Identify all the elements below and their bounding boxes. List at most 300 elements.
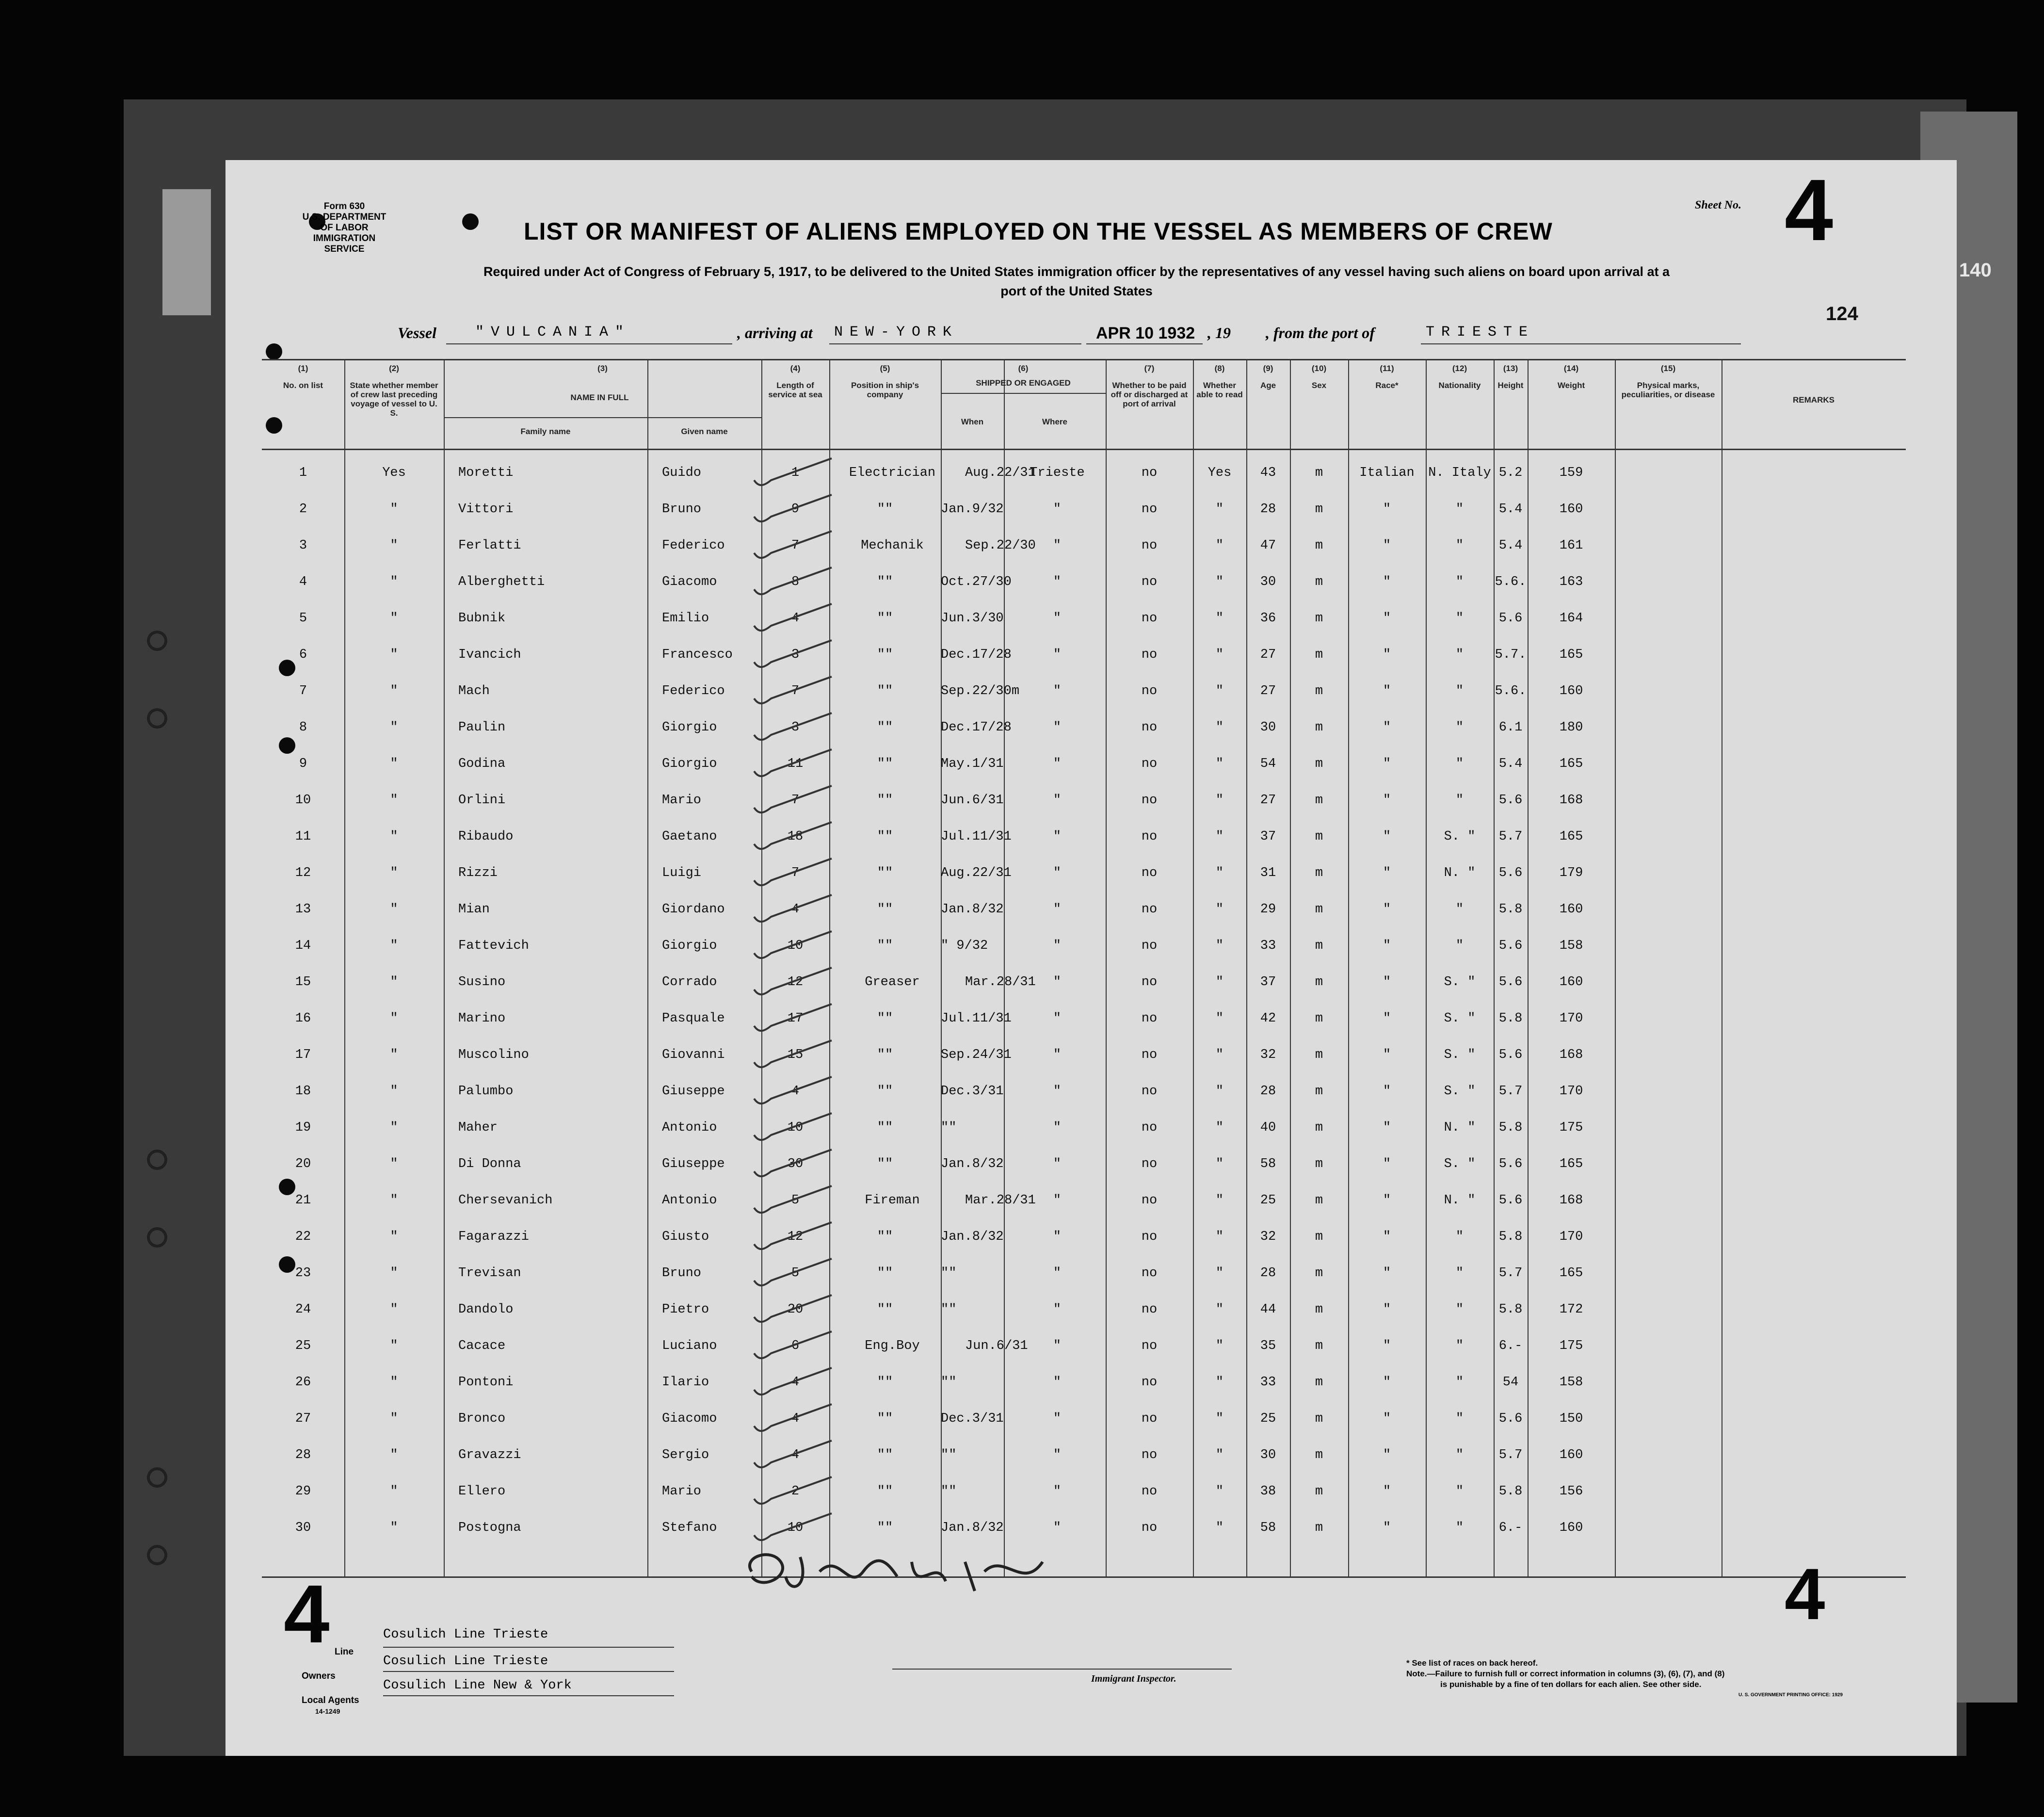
family-name: Trevisan — [458, 1266, 521, 1281]
previous-voyage: " — [390, 1448, 398, 1462]
race: " — [1383, 684, 1391, 698]
race: " — [1383, 1521, 1391, 1535]
sex: m — [1315, 1375, 1323, 1390]
check-mark — [744, 747, 837, 781]
shipped-where: " — [1053, 720, 1062, 735]
previous-voyage: " — [390, 1375, 398, 1390]
nationality: N. " — [1444, 1193, 1476, 1208]
family-name: Moretti — [458, 466, 514, 480]
column-header-shipped: SHIPPED OR ENGAGED — [976, 378, 1071, 388]
paid-off: no — [1141, 975, 1158, 990]
given-name: Francesco — [662, 648, 733, 662]
side-number: 140 — [1959, 260, 1992, 281]
row-number: 20 — [295, 1157, 311, 1171]
column-header-when: When — [961, 417, 984, 426]
age: 30 — [1260, 1448, 1276, 1462]
race: " — [1383, 1157, 1391, 1171]
row-number: 1 — [299, 466, 307, 480]
position: "" — [877, 575, 893, 589]
sex: m — [1315, 1411, 1323, 1426]
check-mark — [744, 1002, 837, 1036]
position: "" — [877, 1411, 893, 1426]
age: 28 — [1260, 1084, 1276, 1099]
position: Mechanik — [861, 538, 924, 553]
shipped-where: " — [1053, 684, 1062, 698]
row-number: 16 — [295, 1011, 311, 1026]
family-name: Ribaudo — [458, 829, 514, 844]
shipped-when: Jul.11/31 — [941, 1011, 1012, 1026]
paid-off: no — [1141, 1120, 1158, 1135]
shipped-where: " — [1053, 1521, 1062, 1535]
race: " — [1383, 575, 1391, 589]
position: Fireman — [865, 1193, 920, 1208]
shipped-where: " — [1053, 793, 1062, 808]
shipped-subheader-rule — [941, 393, 1106, 394]
shipped-when: Dec.17/28 — [941, 648, 1012, 662]
row-number: 27 — [295, 1411, 311, 1426]
sex: m — [1315, 1484, 1323, 1499]
length-of-service: 4 — [791, 1411, 800, 1426]
height: 5.7 — [1498, 1084, 1523, 1099]
age: 25 — [1260, 1411, 1276, 1426]
column-number: (8) — [1214, 364, 1225, 373]
previous-voyage: " — [390, 1120, 398, 1135]
nationality: N. " — [1444, 1120, 1476, 1135]
position: "" — [877, 1266, 893, 1281]
age: 33 — [1260, 1375, 1276, 1390]
race: " — [1383, 648, 1391, 662]
paid-off: no — [1141, 684, 1158, 698]
row-number: 23 — [295, 1266, 311, 1281]
nationality: " — [1455, 1521, 1464, 1535]
row-number: 9 — [299, 757, 307, 771]
age: 36 — [1260, 611, 1276, 626]
weight: 175 — [1559, 1339, 1583, 1353]
binder-ring — [147, 631, 167, 651]
column-header-family-name: Family name — [520, 427, 571, 436]
age: 37 — [1260, 975, 1276, 990]
race: " — [1383, 1375, 1391, 1390]
races-note: * See list of races on back hereof. — [1406, 1658, 1538, 1668]
column-header-length-service: Length of service at sea — [768, 381, 822, 399]
age: 37 — [1260, 829, 1276, 844]
check-mark — [744, 929, 837, 963]
family-name: Fagarazzi — [458, 1230, 529, 1244]
shipped-where: " — [1053, 538, 1062, 553]
shipped-when: Sep.22/30m — [941, 684, 1020, 698]
paid-off: no — [1141, 1484, 1158, 1499]
able-to-read: " — [1215, 1084, 1224, 1099]
paid-off: no — [1141, 1011, 1158, 1026]
position: "" — [877, 1084, 893, 1099]
form-code: 14-1249 — [315, 1707, 340, 1715]
check-mark — [744, 1402, 837, 1436]
row-number: 2 — [299, 502, 307, 517]
shipped-when: Jun.6/31 — [965, 1339, 1028, 1353]
sheet-number-label: Sheet No. — [1695, 199, 1741, 211]
shipped-where: " — [1053, 1048, 1062, 1062]
column-number: (7) — [1144, 364, 1155, 373]
column-number: (6) — [1018, 364, 1029, 373]
family-name: Godina — [458, 757, 506, 771]
age: 33 — [1260, 939, 1276, 953]
height: 5.6 — [1498, 1048, 1523, 1062]
weight: 160 — [1559, 502, 1583, 517]
paid-off: no — [1141, 1266, 1158, 1281]
nationality: " — [1455, 720, 1464, 735]
family-name: Bronco — [458, 1411, 506, 1426]
family-name: Gravazzi — [458, 1448, 521, 1462]
given-name: Federico — [662, 538, 725, 553]
row-number: 28 — [295, 1448, 311, 1462]
check-mark — [744, 1511, 837, 1545]
family-name: Alberghetti — [458, 575, 545, 589]
row-number: 30 — [295, 1521, 311, 1535]
given-name: Giorgio — [662, 720, 717, 735]
column-header-nationality: Nationality — [1438, 381, 1481, 390]
paid-off: no — [1141, 829, 1158, 844]
height: 5.7. — [1495, 648, 1527, 662]
length-of-service: 7 — [791, 538, 800, 553]
position: "" — [877, 611, 893, 626]
nationality: " — [1455, 757, 1464, 771]
family-name: Chersevanich — [458, 1193, 553, 1208]
race: " — [1383, 611, 1391, 626]
shipped-where: " — [1053, 866, 1062, 880]
paid-off: no — [1141, 1411, 1158, 1426]
shipped-when: Dec.17/28 — [941, 720, 1012, 735]
given-name: Antonio — [662, 1120, 717, 1135]
column-header-sex: Sex — [1311, 381, 1327, 390]
height: 5.6. — [1495, 575, 1527, 589]
weight: 168 — [1559, 1193, 1583, 1208]
table-row — [262, 466, 1906, 502]
column-number: (11) — [1380, 364, 1394, 373]
line-value: Cosulich Line Trieste — [383, 1627, 548, 1642]
row-number: 3 — [299, 538, 307, 553]
previous-voyage: " — [390, 538, 398, 553]
column-number: (14) — [1563, 364, 1579, 373]
family-name: Ellero — [458, 1484, 506, 1499]
sex: m — [1315, 502, 1323, 517]
nationality: " — [1455, 1411, 1464, 1426]
height: 5.6 — [1498, 1157, 1523, 1171]
nationality: " — [1455, 1375, 1464, 1390]
able-to-read: " — [1215, 1230, 1224, 1244]
able-to-read: " — [1215, 1266, 1224, 1281]
race: " — [1383, 757, 1391, 771]
given-name: Giacomo — [662, 575, 717, 589]
able-to-read: Yes — [1207, 466, 1232, 480]
height: 54 — [1502, 1375, 1519, 1390]
age: 30 — [1260, 720, 1276, 735]
from-port-label: , from the port of — [1266, 324, 1375, 341]
legal-requirement-line: port of the United States — [1000, 284, 1153, 298]
given-name: Federico — [662, 684, 725, 698]
table-row — [262, 1375, 1906, 1411]
given-name: Ilario — [662, 1375, 709, 1390]
sex: m — [1315, 1448, 1323, 1462]
length-of-service: 2 — [791, 1484, 800, 1499]
row-number: 18 — [295, 1084, 311, 1099]
table-row — [262, 648, 1906, 684]
shipped-where: " — [1053, 1120, 1062, 1135]
paid-off: no — [1141, 1302, 1158, 1317]
check-mark — [744, 711, 837, 745]
given-name: Guido — [662, 466, 702, 480]
able-to-read: " — [1215, 538, 1224, 553]
height: 5.8 — [1498, 1120, 1523, 1135]
height: 5.8 — [1498, 1230, 1523, 1244]
age: 47 — [1260, 538, 1276, 553]
nationality: S. " — [1444, 975, 1476, 990]
age: 44 — [1260, 1302, 1276, 1317]
binder-hole — [462, 213, 479, 230]
nationality: " — [1455, 1339, 1464, 1353]
previous-voyage: " — [390, 1339, 398, 1353]
column-header-paid-off: Whether to be paid off or discharged at port of arrival — [1111, 381, 1188, 408]
previous-voyage: Yes — [382, 466, 406, 480]
table-row — [262, 1230, 1906, 1266]
age: 25 — [1260, 1193, 1276, 1208]
nationality: " — [1455, 902, 1464, 917]
column-number: (3) — [597, 364, 608, 373]
nationality: S. " — [1444, 1157, 1476, 1171]
position: "" — [877, 1011, 893, 1026]
nationality: " — [1455, 1302, 1464, 1317]
sex: m — [1315, 611, 1323, 626]
table-row — [262, 1484, 1906, 1521]
race: " — [1383, 1230, 1391, 1244]
service-name: IMMIGRATION SERVICE — [313, 233, 376, 254]
column-number: (1) — [298, 364, 308, 373]
shipped-where: " — [1053, 975, 1062, 990]
nationality: " — [1455, 502, 1464, 517]
sex: m — [1315, 538, 1323, 553]
nationality: S. " — [1444, 829, 1476, 844]
weight: 165 — [1559, 648, 1583, 662]
paid-off: no — [1141, 939, 1158, 953]
age: 28 — [1260, 502, 1276, 517]
family-name: Marino — [458, 1011, 506, 1026]
nationality: " — [1455, 1484, 1464, 1499]
length-of-service: 4 — [791, 611, 800, 626]
able-to-read: " — [1215, 684, 1224, 698]
table-row — [262, 757, 1906, 793]
row-number: 5 — [299, 611, 307, 626]
previous-voyage: " — [390, 1521, 398, 1535]
length-of-service: 30 — [787, 1157, 804, 1171]
name-subheader-rule — [444, 417, 761, 418]
weight: 158 — [1559, 939, 1583, 953]
table-row — [262, 793, 1906, 829]
able-to-read: " — [1215, 939, 1224, 953]
table-row — [262, 1120, 1906, 1157]
length-of-service: 4 — [791, 1448, 800, 1462]
check-mark — [744, 1475, 837, 1509]
column-header-position: Position in ship's company — [851, 381, 919, 399]
sex: m — [1315, 793, 1323, 808]
paid-off: no — [1141, 793, 1158, 808]
sex: m — [1315, 1120, 1323, 1135]
paid-off: no — [1141, 1084, 1158, 1099]
check-mark — [744, 856, 837, 890]
check-mark — [744, 1365, 837, 1399]
shipped-when: Aug.22/31 — [941, 866, 1012, 880]
family-name: Ferlatti — [458, 538, 521, 553]
weight: 165 — [1559, 829, 1583, 844]
table-row — [262, 720, 1906, 757]
sex: m — [1315, 1230, 1323, 1244]
shipped-when: Jul.11/31 — [941, 829, 1012, 844]
position: "" — [877, 1048, 893, 1062]
sex: m — [1315, 466, 1323, 480]
able-to-read: " — [1215, 975, 1224, 990]
weight: 170 — [1559, 1011, 1583, 1026]
race: Italian — [1359, 466, 1415, 480]
vessel-label: Vessel — [398, 324, 436, 341]
shipped-where: " — [1053, 939, 1062, 953]
race: " — [1383, 502, 1391, 517]
weight: 160 — [1559, 684, 1583, 698]
able-to-read: " — [1215, 1339, 1224, 1353]
sex: m — [1315, 1048, 1323, 1062]
check-mark — [744, 1147, 837, 1181]
nationality: " — [1455, 1266, 1464, 1281]
legal-requirement-line: Required under Act of Congress of February 5, 1917, to be delivered to the United States immigration officer by the representatives of any vessel having such aliens on board upon arrival at a — [483, 264, 1670, 279]
column-number: (10) — [1311, 364, 1327, 373]
previous-voyage: " — [390, 1048, 398, 1062]
corner-sheet-number-right: 4 — [1785, 1553, 1825, 1635]
page-title: LIST OR MANIFEST OF ALIENS EMPLOYED ON THE VESSEL AS MEMBERS OF CREW — [524, 218, 1553, 245]
previous-voyage: " — [390, 1484, 398, 1499]
length-of-service: 7 — [791, 684, 800, 698]
table-row — [262, 1193, 1906, 1230]
length-of-service: 17 — [787, 1011, 804, 1026]
height: 6.- — [1498, 1339, 1523, 1353]
column-header-given-name: Given name — [681, 427, 728, 436]
weight: 172 — [1559, 1302, 1583, 1317]
penalty-note-cont: is punishable by a fine of ten dollars for each alien. See other side. — [1440, 1680, 1702, 1689]
able-to-read: " — [1215, 575, 1224, 589]
family-name: Dandolo — [458, 1302, 514, 1317]
able-to-read: " — [1215, 502, 1224, 517]
weight: 180 — [1559, 720, 1583, 735]
crew-table — [262, 359, 1906, 1620]
family-name: Rizzi — [458, 866, 498, 880]
table-row — [262, 1521, 1906, 1557]
footnotes — [1406, 1658, 1843, 1701]
height: 5.7 — [1498, 1448, 1523, 1462]
previous-voyage: " — [390, 829, 398, 844]
given-name: Sergio — [662, 1448, 709, 1462]
nationality: S. " — [1444, 1048, 1476, 1062]
given-name: Giacomo — [662, 1411, 717, 1426]
shipped-when: Mar.28/31 — [965, 975, 1036, 990]
weight: 161 — [1559, 538, 1583, 553]
age: 27 — [1260, 648, 1276, 662]
given-name: Giovanni — [662, 1048, 725, 1062]
weight: 165 — [1559, 1157, 1583, 1171]
shipped-where: " — [1053, 1375, 1062, 1390]
column-header-physical: Physical marks, peculiarities, or disease — [1621, 381, 1715, 399]
shipped-when: " 9/32 — [941, 939, 988, 953]
shipped-where: " — [1053, 502, 1062, 517]
height: 5.4 — [1498, 757, 1523, 771]
family-name: Palumbo — [458, 1084, 514, 1099]
family-name: Muscolino — [458, 1048, 529, 1062]
length-of-service: 10 — [787, 1120, 804, 1135]
check-mark — [744, 529, 837, 563]
weight: 159 — [1559, 466, 1583, 480]
sex: m — [1315, 1521, 1323, 1535]
height: 5.6 — [1498, 939, 1523, 953]
shipped-when: "" — [941, 1448, 957, 1462]
position: "" — [877, 1484, 893, 1499]
check-mark — [744, 1184, 837, 1217]
length-of-service: 10 — [787, 1521, 804, 1535]
row-number: 6 — [299, 648, 307, 662]
nationality: " — [1455, 611, 1464, 626]
race: " — [1383, 1339, 1391, 1353]
nationality: " — [1455, 939, 1464, 953]
check-mark — [744, 638, 837, 672]
table-row — [262, 575, 1906, 611]
check-mark — [744, 892, 837, 926]
given-name: Emilio — [662, 611, 709, 626]
able-to-read: " — [1215, 757, 1224, 771]
weight: 175 — [1559, 1120, 1583, 1135]
family-name: Ivancich — [458, 648, 521, 662]
paid-off: no — [1141, 720, 1158, 735]
paid-off: no — [1141, 1193, 1158, 1208]
able-to-read: " — [1215, 1484, 1224, 1499]
sheet-number: 4 — [1785, 162, 1834, 259]
length-of-service: 8 — [791, 575, 800, 589]
shipped-where: " — [1053, 1266, 1062, 1281]
given-name: Giorgio — [662, 939, 717, 953]
shipped-where: " — [1053, 1230, 1062, 1244]
table-row — [262, 1411, 1906, 1448]
owners-label: Owners — [302, 1671, 336, 1681]
position: "" — [877, 1230, 893, 1244]
able-to-read: " — [1215, 793, 1224, 808]
length-of-service: 12 — [787, 975, 804, 990]
sex: m — [1315, 939, 1323, 953]
sex: m — [1315, 720, 1323, 735]
weight: 168 — [1559, 1048, 1583, 1062]
previous-voyage: " — [390, 793, 398, 808]
paid-off: no — [1141, 1157, 1158, 1171]
length-of-service: 10 — [787, 939, 804, 953]
paid-off: no — [1141, 648, 1158, 662]
table-row — [262, 1011, 1906, 1048]
previous-voyage: " — [390, 1302, 398, 1317]
family-name: Postogna — [458, 1521, 521, 1535]
binder-ring — [147, 1467, 167, 1488]
previous-voyage: " — [390, 975, 398, 990]
sex: m — [1315, 1302, 1323, 1317]
race: " — [1383, 1048, 1391, 1062]
race: " — [1383, 1011, 1391, 1026]
length-of-service: 4 — [791, 1084, 800, 1099]
shipped-when: Jan.8/32 — [941, 1157, 1004, 1171]
check-mark — [744, 492, 837, 526]
table-row — [262, 1302, 1906, 1339]
race: " — [1383, 720, 1391, 735]
row-number: 22 — [295, 1230, 311, 1244]
family-name: Susino — [458, 975, 506, 990]
